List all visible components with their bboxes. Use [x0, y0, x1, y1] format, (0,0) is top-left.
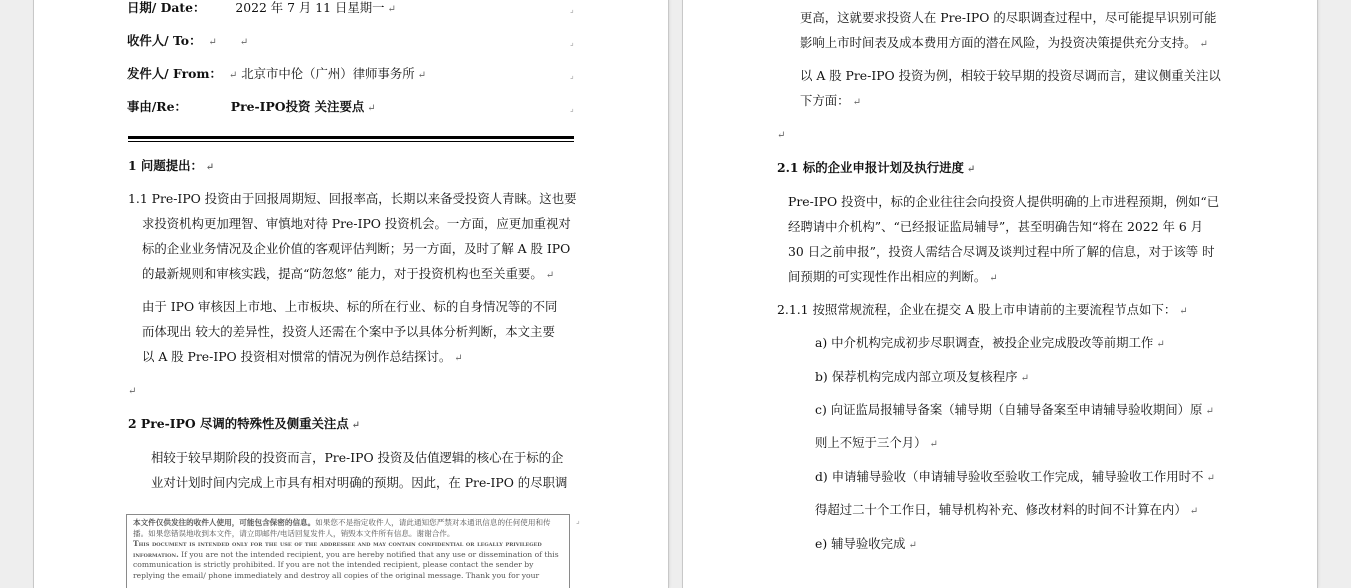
paragraph-mark-icon: ↵: [205, 162, 215, 173]
memo-from-label: 发件人/ From：: [127, 66, 222, 81]
paragraph-1-1-line: 1.1 Pre-IPO 投资由于回报周期短、回报率高，长期以来备受投资人青睐。这也要: [128, 191, 577, 206]
header-double-rule-thin: [128, 141, 574, 142]
paragraph-cont-line: 影响上市时间表及成本费用方面的潜在风险，为投资决策提供充分支持。 ↵: [800, 35, 1208, 50]
list-item: a) 中介机构完成初步尽职调查，被投企业完成股改等前期工作 ↵: [815, 335, 1165, 350]
section-2-heading: 2 Pre-IPO 尽调的特殊性及侧重关注点 ↵: [128, 416, 361, 431]
cell-end-marker-icon: ⌟: [576, 516, 580, 525]
paragraph-1-1-line: 求投资机构更加理智、审慎地对待 Pre-IPO 投资机会。一方面，应更加重视对: [142, 216, 571, 231]
document-page-right: [683, 0, 1317, 588]
paragraph-2-1-line: 间预期的可实现性作出相应的判断。 ↵: [788, 269, 998, 284]
paragraph-mark-icon: ↵: [1199, 39, 1208, 50]
list-item: b) 保荐机构完成内部立项及复核程序 ↵: [815, 369, 1029, 384]
paragraph-mark-icon: ↵: [1205, 406, 1214, 417]
memo-date-label: 日期/ Date：: [127, 0, 206, 15]
paragraph-1-1-line: 的最新规则和审核实践，提高“防忽悠” 能力，对于投资机构也至关重要。 ↵: [142, 266, 555, 281]
paragraph-mark-icon: ↵: [1179, 306, 1188, 317]
paragraph-example-line: 以 A 股 Pre-IPO 投资为例，相较于较早期的投资尽调而言，建议侧重关注以: [800, 68, 1221, 83]
header-double-rule-thick: [128, 136, 574, 139]
memo-date-row: [127, 0, 396, 18]
list-item: c) 向证监局报辅导备案（辅导期（自辅导备案至申请辅导验收期间）原 ↵: [815, 402, 1214, 417]
paragraph-cont-line: 更高，这就要求投资人在 Pre-IPO 的尽职调查过程中，尽可能提早识别可能: [800, 10, 1217, 25]
paragraph-mark-icon: ↵: [454, 353, 463, 364]
memo-re-label: 事由/Re：: [127, 99, 187, 114]
paragraph-mark-icon: ↵: [908, 540, 917, 551]
memo-to-label: 收件人/ To：: [127, 33, 202, 48]
memo-re-value[interactable]: Pre-IPO投资 关注要点: [230, 99, 365, 114]
paragraph-mark-icon: ↵: [1206, 473, 1215, 484]
memo-from-value[interactable]: 北京市中伦（广州）律师事务所: [241, 66, 415, 81]
cell-end-marker-icon: ⌟: [570, 71, 574, 80]
list-item: d) 申请辅导验收（申请辅导验收至验收工作完成，辅导验收工作用时不 ↵: [815, 469, 1215, 484]
list-item-continuation: 得超过二十个工作日，辅导机构补充、修改材料的时间不计算在内） ↵: [815, 502, 1199, 517]
paragraph-mark-icon: ↵: [989, 273, 998, 284]
paragraph-example-line: 下方面： ↵: [800, 93, 861, 108]
list-item: e) 辅导验收完成 ↵: [815, 536, 917, 551]
paragraph-2-line: 业对计划时间内完成上市具有相对明确的预期。因此，在 Pre-IPO 的尽职调: [151, 475, 568, 490]
paragraph-mark-icon: ↵: [545, 270, 555, 281]
paragraph-mark-icon: ↵: [852, 97, 861, 108]
paragraph-mark-icon: ↵: [777, 130, 786, 141]
document-page-left: [34, 0, 668, 588]
paragraph-mark-icon: ↵: [417, 70, 427, 81]
paragraph-mark-icon: ↵: [367, 103, 376, 114]
memo-to-row: [127, 33, 248, 51]
cell-end-marker-icon: ⌟: [570, 38, 574, 47]
empty-paragraph: [777, 126, 785, 144]
paragraph-mark-icon: ↵: [387, 4, 396, 15]
empty-paragraph: [128, 382, 136, 400]
paragraph-1-2-line: 以 A 股 Pre-IPO 投资相对惯常的情况为例作总结探讨。 ↵: [142, 349, 463, 364]
section-1-heading: 1 问题提出： ↵: [128, 158, 215, 173]
paragraph-1-2-line: 由于 IPO 审核因上市地、上市板块、标的所在行业、标的自身情况等的不同: [142, 299, 558, 314]
paragraph-mark-icon: ↵: [1020, 373, 1029, 384]
section-2-1-heading: 2.1 标的企业申报计划及执行进度 ↵: [777, 160, 976, 175]
paragraph-mark-icon: ↵: [208, 37, 217, 48]
confidentiality-disclaimer-box: [126, 514, 570, 588]
paragraph-mark-icon: ↵: [966, 164, 976, 175]
paragraph-2-1-1: 2.1.1 按照常规流程，企业在提交 A 股上市申请前的主要流程节点如下： ↵: [777, 302, 1188, 317]
list-item-continuation: 则上不短于三个月） ↵: [815, 435, 938, 450]
disclaimer-chinese: 本文件仅供发往的收件人使用，可能包含保密的信息。如果您不是指定收件人，请此通知您严禁对本通讯信息的任何使用和传播。如果您错误地收到本文件，请立即邮件/电话回复发件人，销毁本文件所有信息。谢谢合作。: [133, 518, 551, 538]
memo-from-row: [127, 66, 426, 84]
paragraph-mark-icon: ↵: [929, 439, 938, 450]
paragraph-2-1-line: 经聘请中介机构”、“已经报证监局辅导”，甚至明确告知“将在 2022 年 6 月: [788, 219, 1204, 234]
paragraph-2-line: 相较于较早期阶段的投资而言，Pre-IPO 投资及估值逻辑的核心在于标的企: [151, 450, 564, 465]
memo-date-value[interactable]: 2022 年 7 月 11 日星期一: [235, 0, 385, 15]
paragraph-mark-icon: ↵: [128, 386, 137, 397]
cell-end-marker-icon: ⌟: [570, 5, 574, 14]
memo-re-row: [127, 99, 376, 117]
paragraph-mark-icon: ↵: [1189, 506, 1199, 517]
cell-end-marker-icon: ⌟: [570, 104, 574, 113]
paragraph-mark-icon: ↵: [1156, 339, 1165, 350]
paragraph-2-1-line: Pre-IPO 投资中，标的企业往往会向投资人提供明确的上市进程预期，例如“已: [788, 194, 1220, 209]
paragraph-mark-icon: ↵: [351, 420, 361, 431]
paragraph-2-1-line: 30 日之前申报”，投资人需结合尽调及谈判过程中所了解的信息，对于该等 时: [788, 244, 1215, 259]
paragraph-mark-icon: ↵: [239, 37, 249, 48]
paragraph-1-2-line: 而体现出 较大的差异性，投资人还需在个案中予以具体分析判断，本文主要: [142, 324, 555, 339]
paragraph-mark-icon: ↵: [228, 70, 238, 81]
disclaimer-english: This document is intended only for the use of the addressee and may contain confidential or legally privileged information. If you are not the intended recipient, you are hereby notified that any use or dissemination of this communication is strictly prohibited. If you are not the intended recipient, please contact the sender by replying the email/ phone immediately and destroy all copies of the original message. Thank you for your: [133, 539, 559, 580]
paragraph-1-1-line: 标的企业业务情况及企业价值的客观评估判断；另一方面，及时了解 A 股 IPO: [142, 241, 571, 256]
